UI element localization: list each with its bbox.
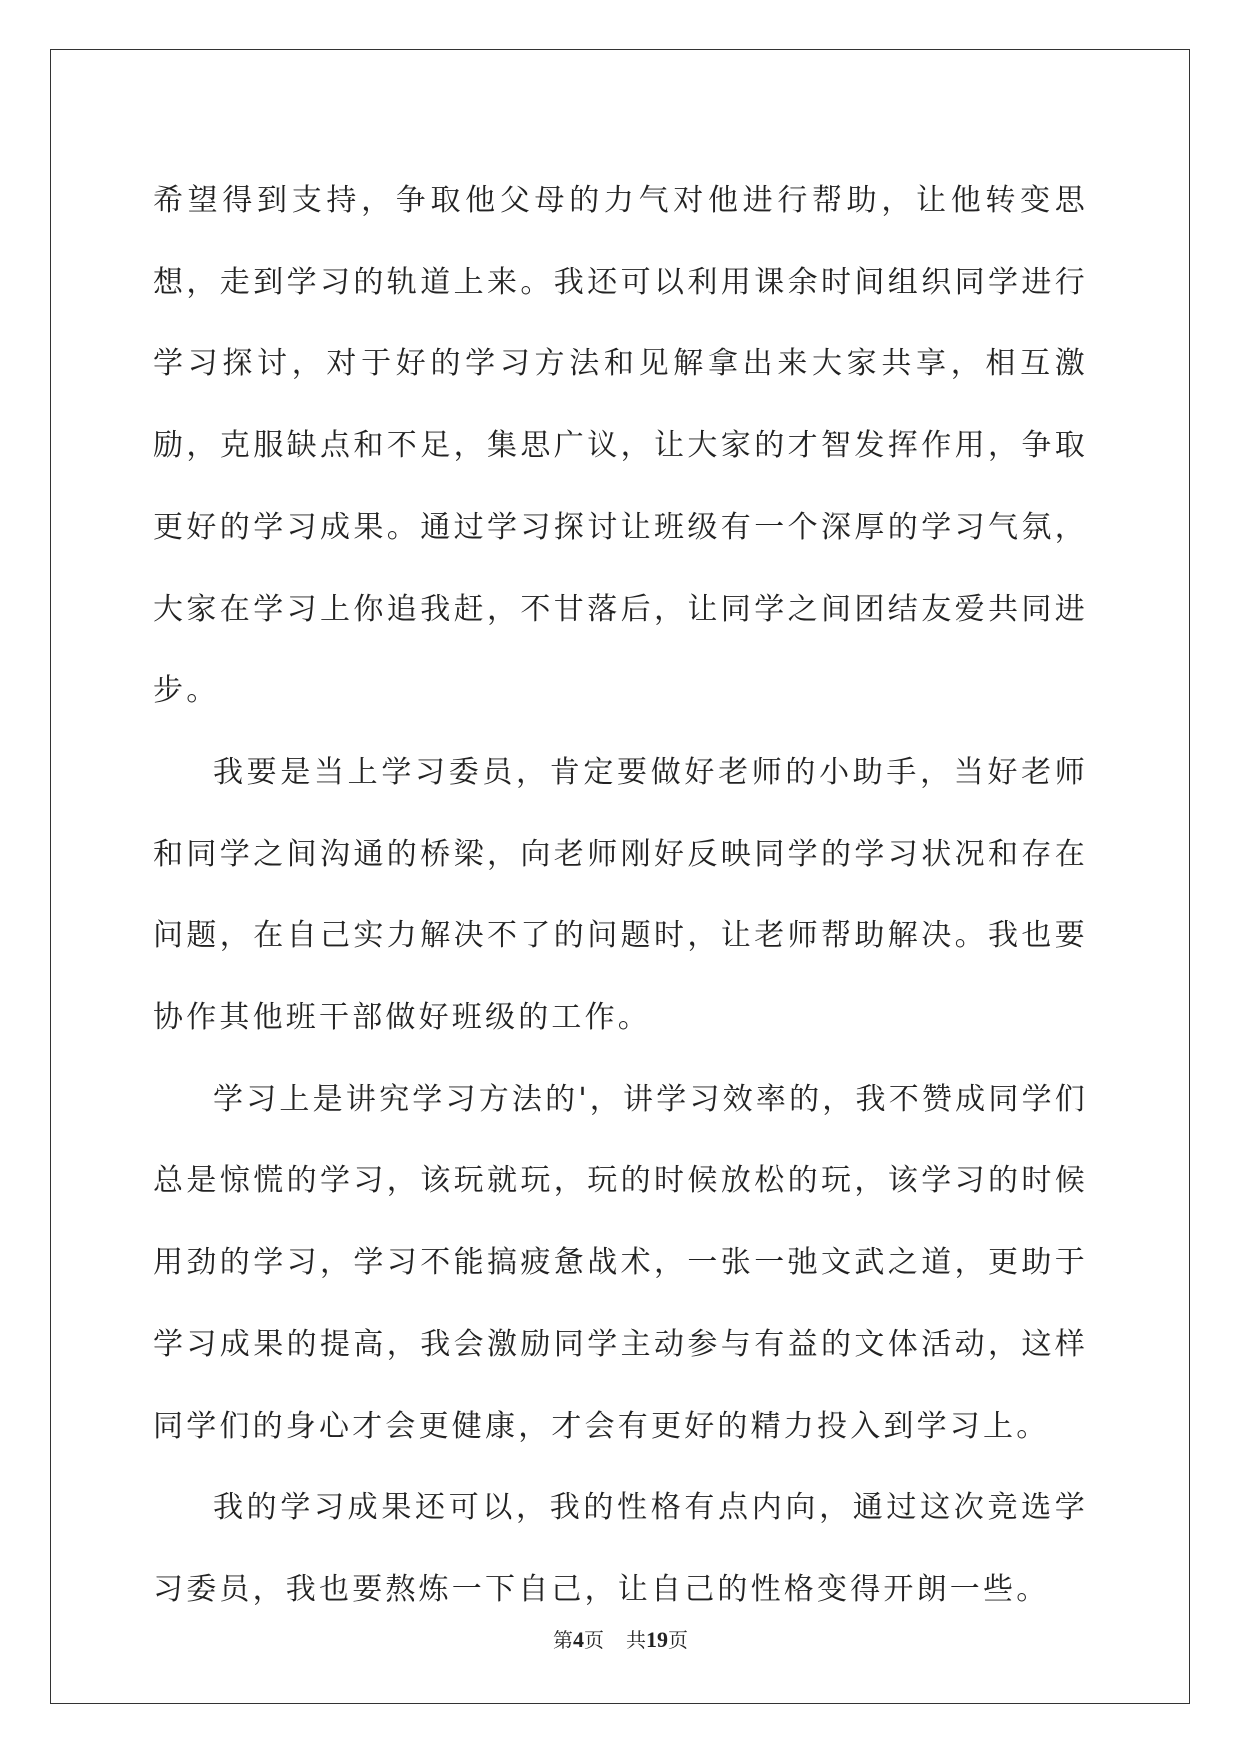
page-number: 4 (573, 1627, 584, 1652)
paragraph-1: 希望得到支持，争取他父母的力气对他进行帮助，让他转变思想，走到学习的轨道上来。我还可以利用课余时间组织同学进行学习探讨，对于好的学习方法和见解拿出来大家共享，相互激励，克服缺点和不足，集思广议，让大家的才智发挥作用，争取更好的学习成果。通过学习探讨让班级有一个深厚的学习气氛，大家在学习上你追我赶，不甘落后，让同学之间团结友爱共同进步。 (153, 183, 1088, 709)
page-suffix: 页 (584, 1628, 604, 1652)
paragraph-3: 学习上是讲究学习方法的'，讲学习效率的，我不赞成同学们总是惊慌的学习，该玩就玩，玩的时候放松的玩，该学习的时候用劲的学习，学习不能搞疲惫战术，一张一弛文武之道，更助于学习成果的提高，我会激励同学主动参与有益的文体活动，这样同学们的身心才会更健康，才会有更好的精力投入到学习上。 (153, 1081, 1088, 1444)
document-body (153, 160, 1088, 1631)
page-prefix: 第 (553, 1628, 573, 1652)
total-suffix: 页 (668, 1628, 688, 1652)
page-footer (0, 1628, 1241, 1652)
total-prefix: 共 (626, 1628, 646, 1652)
total-pages: 19 (646, 1627, 668, 1652)
paragraph-2: 我要是当上学习委员，肯定要做好老师的小助手，当好老师和同学之间沟通的桥梁，向老师刚好反映同学的学习状况和存在问题，在自己实力解决不了的问题时，让老师帮助解决。我也要协作其他班干部做好班级的工作。 (153, 754, 1088, 1036)
paragraph-4: 我的学习成果还可以，我的性格有点内向，通过这次竞选学习委员，我也要熬炼一下自己，让自己的性格变得开朗一些。 (153, 1490, 1088, 1607)
